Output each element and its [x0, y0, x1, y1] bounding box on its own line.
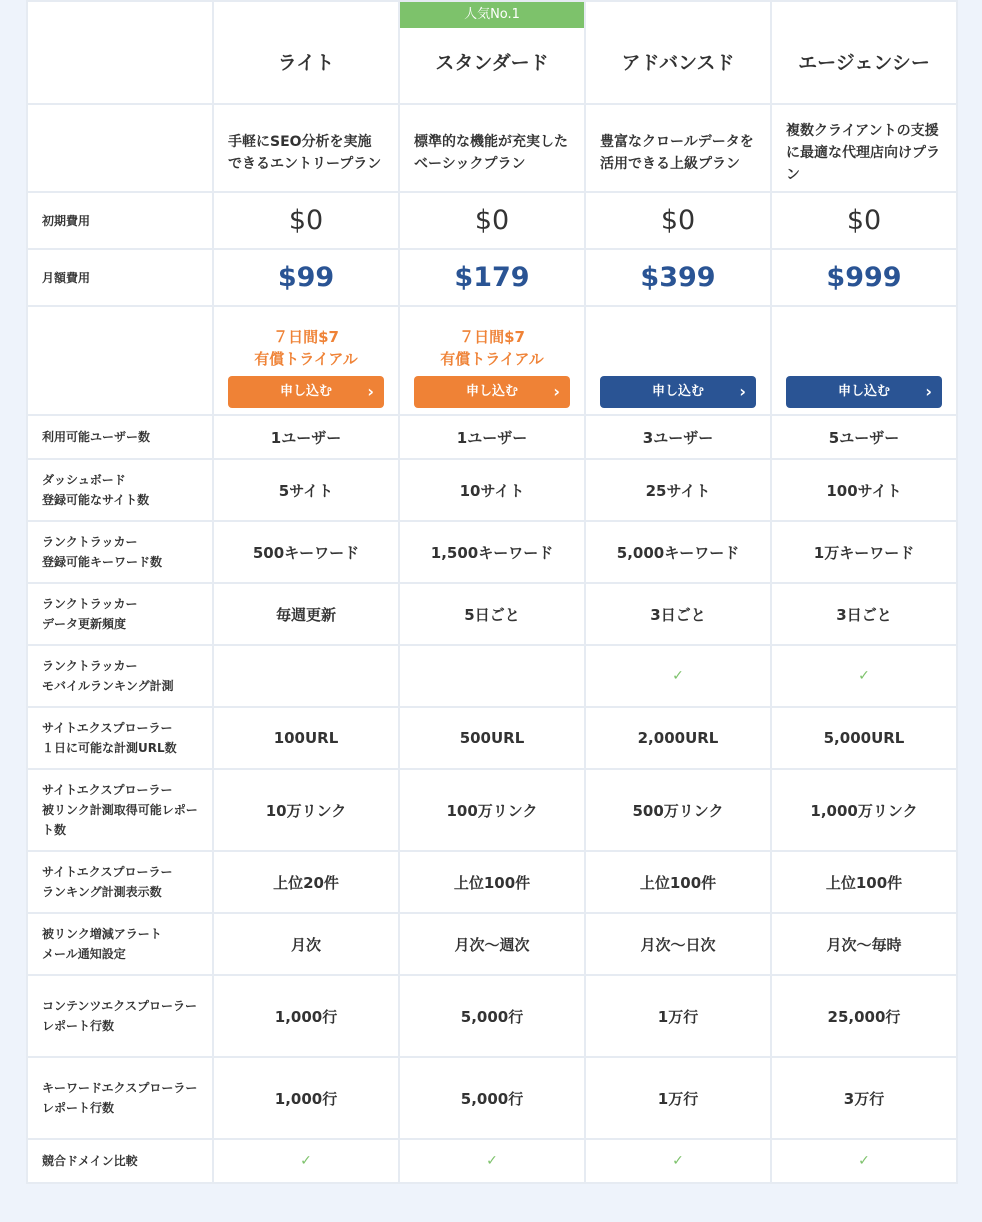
row-label-line: メール通知設定 — [42, 947, 126, 961]
plan-description-cell — [213, 104, 399, 192]
feature-value-cell — [213, 1057, 399, 1139]
initial-fee-row — [27, 192, 957, 249]
feature-value: 1ユーザー — [456, 428, 528, 447]
row-label-line: 被リンク増減アラート — [42, 927, 162, 941]
feature-value: 3ユーザー — [642, 428, 714, 447]
monthly-fee: $179 — [454, 262, 530, 293]
signup-cell — [771, 306, 957, 415]
feature-value: 月次〜週次 — [454, 935, 530, 954]
feature-value-cell — [585, 1139, 771, 1183]
feature-value-cell — [771, 415, 957, 459]
checkmark-icon: ✓ — [858, 668, 870, 684]
row-label-cell — [27, 249, 213, 306]
trial-line: ７日間$7 — [459, 327, 525, 346]
feature-value: 月次〜毎時 — [826, 935, 902, 954]
row-label-line: ランキング計測表示数 — [42, 885, 162, 899]
feature-value: 毎週更新 — [275, 605, 336, 624]
row-label-line: ダッシュボード — [42, 473, 126, 487]
feature-row — [27, 645, 957, 707]
feature-value: 月次〜日次 — [640, 935, 716, 954]
row-label-line: 登録可能キーワード数 — [42, 555, 163, 569]
row-label-line: コンテンツエクスプローラー — [42, 999, 198, 1013]
chevron-right-icon: › — [367, 381, 374, 401]
feature-value: 上位100件 — [453, 873, 531, 892]
feature-value-cell — [585, 913, 771, 975]
feature-value: 1,000万リンク — [810, 801, 918, 820]
row-label-line: 登録可能なサイト数 — [42, 493, 150, 507]
plan-name: エージェンシー — [798, 52, 930, 74]
plan-header-agency — [771, 1, 957, 104]
row-label — [28, 924, 212, 964]
checkmark-icon: ✓ — [858, 1153, 870, 1169]
feature-value-cell — [585, 707, 771, 769]
feature-value-cell — [771, 583, 957, 645]
signup-button-advanced[interactable] — [600, 376, 756, 408]
pricing-comparison — [26, 0, 955, 1184]
initial-fee: $0 — [660, 205, 696, 236]
row-label — [28, 427, 212, 447]
plan-description-cell — [585, 104, 771, 192]
row-label-cell — [27, 415, 213, 459]
row-label-line: モバイルランキング計測 — [42, 679, 174, 693]
checkmark-icon: ✓ — [300, 1153, 312, 1169]
monthly-fee: $399 — [640, 262, 716, 293]
feature-value: 上位20件 — [273, 873, 339, 892]
feature-value: 1,000行 — [274, 1007, 338, 1026]
feature-row — [27, 583, 957, 645]
plan-name: アドバンスド — [621, 52, 735, 74]
row-label-cell — [27, 913, 213, 975]
feature-value-cell — [585, 851, 771, 913]
row-label-line: レポート行数 — [42, 1019, 115, 1033]
signup-row — [27, 306, 957, 415]
feature-value-cell — [399, 707, 585, 769]
feature-value: 上位100件 — [639, 873, 717, 892]
row-label-cell — [27, 707, 213, 769]
feature-value-cell — [213, 1139, 399, 1183]
row-label-cell — [27, 645, 213, 707]
feature-value: 5ユーザー — [828, 428, 900, 447]
row-label — [28, 780, 212, 840]
checkmark-icon: ✓ — [672, 1153, 684, 1169]
feature-value: 1,500キーワード — [430, 543, 554, 562]
feature-value-cell — [399, 913, 585, 975]
feature-value-cell — [771, 769, 957, 851]
plan-header-advanced — [585, 1, 771, 104]
corner-cell — [27, 1, 213, 104]
feature-value: 100サイト — [826, 481, 902, 500]
signup-button-label: 申し込む — [837, 383, 890, 399]
feature-value-cell — [585, 583, 771, 645]
row-label-cell — [27, 769, 213, 851]
trial-line: 有償トライアル — [254, 349, 358, 368]
signup-button-lite[interactable] — [228, 376, 384, 408]
trial-line: ７日間$7 — [273, 327, 339, 346]
monthly-fee-cell — [771, 249, 957, 306]
row-label-cell — [27, 975, 213, 1057]
feature-value: 5,000行 — [460, 1007, 524, 1026]
feature-value-cell — [399, 583, 585, 645]
chevron-right-icon: › — [553, 381, 560, 401]
trial-offer — [400, 314, 584, 376]
feature-value-cell — [213, 521, 399, 583]
initial-fee: $0 — [288, 205, 324, 236]
row-label-line: レポート行数 — [42, 1101, 115, 1115]
row-label-cell — [27, 1057, 213, 1139]
monthly-fee-row — [27, 249, 957, 306]
feature-value: 3万行 — [843, 1089, 885, 1108]
row-label — [28, 1151, 212, 1171]
feature-value: 1万行 — [657, 1007, 699, 1026]
plan-description-cell — [771, 104, 957, 192]
initial-fee: $0 — [474, 205, 510, 236]
row-label-line: ランクトラッカー — [42, 659, 138, 673]
row-label-line: 利用可能ユーザー数 — [42, 430, 151, 444]
signup-button-agency[interactable] — [786, 376, 942, 408]
initial-fee-cell — [399, 192, 585, 249]
feature-value: 100URL — [273, 729, 339, 747]
feature-value-cell — [771, 851, 957, 913]
feature-value-cell — [585, 1057, 771, 1139]
feature-value: 10サイト — [459, 481, 525, 500]
feature-value-cell — [771, 1057, 957, 1139]
feature-value: 1,000行 — [274, 1089, 338, 1108]
feature-value-cell — [399, 645, 585, 707]
feature-row — [27, 913, 957, 975]
feature-value-cell — [399, 521, 585, 583]
row-label-cell — [27, 851, 213, 913]
feature-value-cell — [771, 521, 957, 583]
plan-description: 手軽にSEO分析を実施できるエントリープラン — [228, 134, 382, 172]
feature-value: 5日ごと — [464, 605, 520, 624]
feature-value: 3日ごと — [650, 605, 706, 624]
corner-cell — [27, 104, 213, 192]
feature-value-cell — [399, 975, 585, 1057]
row-label — [28, 532, 212, 572]
feature-value-cell — [213, 459, 399, 521]
signup-cell — [585, 306, 771, 415]
feature-value-cell — [399, 415, 585, 459]
feature-value-cell — [585, 521, 771, 583]
feature-value-cell — [771, 1139, 957, 1183]
feature-row — [27, 707, 957, 769]
feature-value: 5,000URL — [823, 729, 905, 747]
monthly-fee: $99 — [277, 262, 335, 293]
feature-value-cell — [585, 415, 771, 459]
feature-value: 5,000キーワード — [616, 543, 740, 562]
row-label-line: データ更新頻度 — [42, 617, 127, 631]
feature-value: 上位100件 — [825, 873, 903, 892]
checkmark-icon: ✓ — [486, 1153, 498, 1169]
plan-description: 標準的な機能が充実したベーシックプラン — [414, 134, 568, 172]
feature-value-cell — [771, 975, 957, 1057]
plan-header-lite — [213, 1, 399, 104]
feature-value: 2,000URL — [637, 729, 719, 747]
feature-value-cell — [213, 707, 399, 769]
feature-value: 500キーワード — [252, 543, 360, 562]
row-label-line: １日に可能な計測URL数 — [42, 741, 177, 755]
feature-value-cell — [771, 459, 957, 521]
feature-value-cell — [213, 769, 399, 851]
feature-value-cell — [399, 459, 585, 521]
row-label-line: キーワードエクスプローラー — [42, 1081, 198, 1095]
row-label — [28, 656, 212, 696]
row-label: 月額費用 — [42, 270, 91, 285]
initial-fee-cell — [585, 192, 771, 249]
feature-value-cell — [585, 975, 771, 1057]
feature-value-cell — [399, 769, 585, 851]
feature-value: 25サイト — [645, 481, 711, 500]
feature-row — [27, 1057, 957, 1139]
feature-value-cell — [585, 769, 771, 851]
feature-value-cell — [213, 851, 399, 913]
feature-value: 5サイト — [278, 481, 334, 500]
signup-button-label: 申し込む — [465, 383, 518, 399]
plan-description: 豊富なクロールデータを活用できる上級プラン — [600, 134, 754, 172]
row-label-cell — [27, 521, 213, 583]
row-label — [28, 718, 212, 758]
feature-value-cell — [213, 583, 399, 645]
row-label-line: 被リンク計測取得可能レポート数 — [42, 803, 198, 837]
row-label — [28, 996, 212, 1036]
feature-value: 500万リンク — [632, 801, 724, 820]
feature-row — [27, 769, 957, 851]
row-label — [28, 1078, 212, 1118]
row-label-line: サイトエクスプローラー — [42, 721, 173, 735]
signup-button-label: 申し込む — [279, 383, 332, 399]
feature-value-cell — [399, 1139, 585, 1183]
plan-name: スタンダード — [435, 52, 549, 74]
feature-row — [27, 459, 957, 521]
feature-row — [27, 521, 957, 583]
row-label — [28, 594, 212, 634]
feature-value: 1万キーワード — [813, 543, 915, 562]
row-label — [28, 862, 212, 902]
signup-button-standard[interactable] — [414, 376, 570, 408]
feature-value-cell — [213, 913, 399, 975]
row-label — [28, 470, 212, 510]
feature-value-cell — [585, 645, 771, 707]
row-label-line: 競合ドメイン比較 — [42, 1154, 138, 1168]
feature-value: 5,000行 — [460, 1089, 524, 1108]
row-label-line: サイトエクスプローラー — [42, 783, 173, 797]
feature-value-cell — [213, 415, 399, 459]
signup-button-label: 申し込む — [651, 383, 704, 399]
row-label: 初期費用 — [42, 213, 91, 228]
feature-value: 100万リンク — [446, 801, 538, 820]
feature-value-cell — [213, 645, 399, 707]
row-label-cell — [27, 583, 213, 645]
feature-row — [27, 1139, 957, 1183]
monthly-fee: $999 — [826, 262, 902, 293]
popular-badge: 人気No.1 — [400, 2, 584, 28]
monthly-fee-cell — [213, 249, 399, 306]
trial-offer — [214, 314, 398, 376]
monthly-fee-cell — [585, 249, 771, 306]
monthly-fee-cell — [399, 249, 585, 306]
signup-cell — [213, 306, 399, 415]
feature-value: 1ユーザー — [270, 428, 342, 447]
plan-name: ライト — [277, 52, 335, 74]
row-label-line: ランクトラッカー — [42, 535, 138, 549]
row-label-line: ランクトラッカー — [42, 597, 138, 611]
feature-value-cell — [399, 851, 585, 913]
row-label-cell — [27, 192, 213, 249]
feature-value-cell — [771, 913, 957, 975]
pricing-table — [26, 0, 958, 1184]
chevron-right-icon: › — [925, 381, 932, 401]
row-label-cell — [27, 459, 213, 521]
feature-value-cell — [399, 1057, 585, 1139]
feature-value: 10万リンク — [265, 801, 347, 820]
feature-value: 1万行 — [657, 1089, 699, 1108]
signup-cell — [399, 306, 585, 415]
feature-value-cell — [771, 645, 957, 707]
feature-row — [27, 415, 957, 459]
initial-fee-cell — [213, 192, 399, 249]
row-label-cell — [27, 1139, 213, 1183]
plan-header-row — [27, 1, 957, 104]
feature-value-cell — [771, 707, 957, 769]
feature-value: 3日ごと — [836, 605, 892, 624]
plan-description-row — [27, 104, 957, 192]
corner-cell — [27, 306, 213, 415]
feature-value: 月次 — [290, 935, 321, 954]
initial-fee-cell — [771, 192, 957, 249]
chevron-right-icon: › — [739, 381, 746, 401]
plan-description: 複数クライアントの支援に最適な代理店向けプラン — [786, 123, 940, 183]
feature-row — [27, 851, 957, 913]
feature-value: 25,000行 — [827, 1007, 901, 1026]
initial-fee: $0 — [846, 205, 882, 236]
feature-value-cell — [213, 975, 399, 1057]
feature-value: 500URL — [459, 729, 525, 747]
feature-row — [27, 975, 957, 1057]
plan-header-standard — [399, 1, 585, 104]
plan-description-cell — [399, 104, 585, 192]
checkmark-icon: ✓ — [672, 668, 684, 684]
trial-line: 有償トライアル — [440, 349, 544, 368]
row-label-line: サイトエクスプローラー — [42, 865, 173, 879]
feature-value-cell — [585, 459, 771, 521]
